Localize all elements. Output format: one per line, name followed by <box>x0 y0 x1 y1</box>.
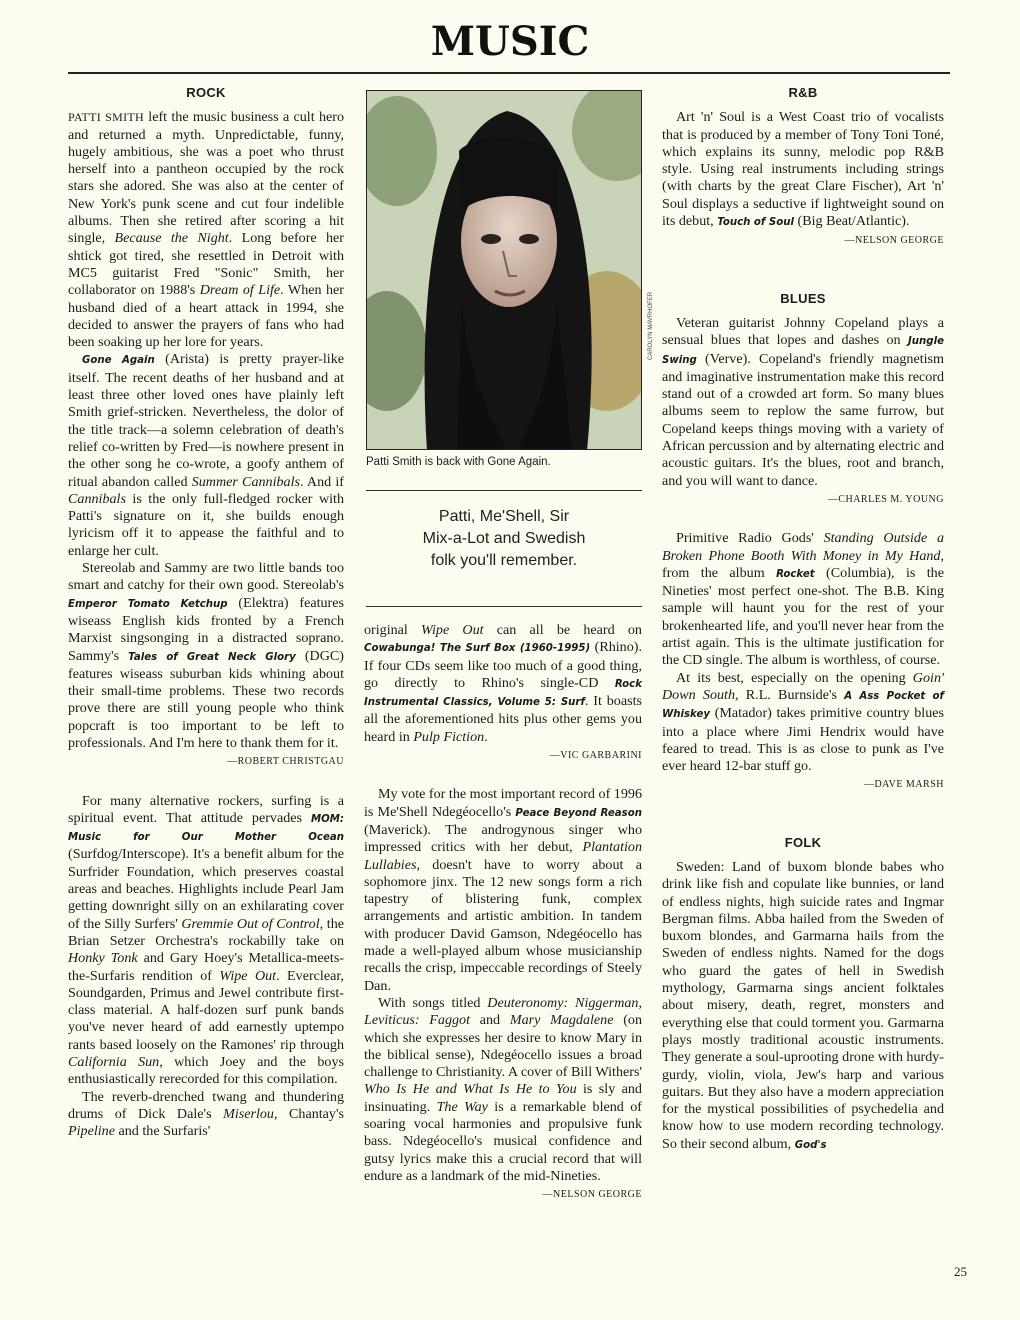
section-heading-blues: BLUES <box>780 290 826 306</box>
album-title: Emperor Tomato Ketchup <box>68 598 228 610</box>
byline: —DAVE MARSH <box>863 779 944 791</box>
blues-paragraph-1: Veteran guitarist Johnny Copeland plays a sensual blues that lopes and dashes on Jungle Swing (Verve). Copeland's friendly magnetism and imaginative instrumentation make this record stand out of a crowded art form. So many blues albums seem to replow the same furrow, but Copeland keeps things moving with a variety of African percussion and by alternating electric and acoustic guitars. It's the blues, root and branch, and you will want to dance. <box>662 314 944 489</box>
album-title: Jungle Swing <box>662 336 944 366</box>
byline: —NELSON GEORGE <box>844 235 944 247</box>
page-title: MUSIC <box>430 18 590 65</box>
rock-paragraph-4: For many alternative rockers, surfing is a spiritual event. That attitude pervades MOM: Music for Our Mother Ocean (Surfdog/Interscope). It's a benefit album for the Surfrider Foundation, which preserves coastal areas and beaches. Highlights include Pearl Jam getting downright silly on an exhilarating cover of the Silly Surfers' Gremmie Out of Control, the Brian Setzer Orchestra's rockabilly take on Honky Tonk and Gary Hoey's Metallica-meets-the-Surfaris rendition of Wipe Out. Everclear, Soundgarden, Primus and Jewel contribute first-class material. A half-dozen surf punk bands you've never heard of add earnestly uptempo rants based loosely on the Ramones' rip through California Sun, which Joey and the boys enthusiastically rerecorded for this compilation. <box>68 792 344 1088</box>
pull-quote: Patti, Me'Shell, Sir Mix-a-Lot and Swedish folk you'll remember. <box>422 508 586 569</box>
header-rule <box>68 72 950 74</box>
rock-paragraph-5: The reverb-drenched twang and thundering drums of Dick Dale's Miserlou, Chantay's Pipeline and the Surfaris' <box>68 1088 345 1140</box>
rock-paragraph-1: PATTI SMITH left the music business a cult hero and returned a myth. Unpredictable, funny, hugely ambitious, she was a poet who thrust herself into a pantheon occupied by the rock stars she adored. She was also at the center of New York's punk scene and cut four indelible albums. Then she retired after scoring a hit single, Because the Night. Long before her shtick got tired, she resettled in Detroit with MC5 guitarist Fred "Sonic" Smith, her collaborator on 1988's Dream of Life. When her husband died of a heart attack in 1994, she decided to answer the prayers of fans who had been soaking up her lore for years. <box>68 109 344 351</box>
section-heading-rock: ROCK <box>186 85 226 100</box>
album-title: God's <box>794 1139 827 1151</box>
rock-paragraph-2: Gone Again (Arista) is pretty prayer-like itself. The recent deaths of her husband and at least three other loved ones have plainly left Smith grief-stricken. Nevertheless, the dolor of the title track—a solemn celebration of death's relief co-written by Fred—is nowhere present in the other song he co-wrote, a goofy anthem of ritual abandon called Summer Cannibals. And if Cannibals is the only full-fledged rocker with Patti's signature on it, she builds enough lyricism off it to appease the faithful and to enlarge her cult. <box>68 351 344 559</box>
photo-credit: CAROLYN MAVRHOFER <box>648 291 654 360</box>
album-title: Touch of Soul <box>717 217 794 229</box>
byline: —ROBERT CHRISTGAU <box>227 756 344 768</box>
pull-quote-rule-bottom <box>366 606 642 607</box>
section-heading-folk: FOLK <box>784 834 822 850</box>
album-title: A Ass Pocket of Whiskey <box>662 690 944 721</box>
rock-paragraph-6: My vote for the most important record of 1996 is Me'Shell Ndegéocello's Peace Beyond Reason (Maverick). The androgynous singer who impressed critics with her debut, Plantation Lullabies, doesn't have to worry about a sophomore jinx. The 12 new songs form a rich tapestry of blistering funk, complex arrangements and artistic ambition. In tandem with producer David Gamson, Ndegéocello has made a well-played album whose musicianship recalls the crisp, impeccable recordings of Steely Dan. <box>364 786 642 994</box>
section-heading-rnb: R&B <box>788 85 818 100</box>
photo-caption: Patti Smith is back with Gone Again. <box>366 456 551 468</box>
blues-paragraph-2: Primitive Radio Gods' Standing Outside a Broken Phone Booth With Money in My Hand, from the album Rocket (Columbia), is the Nineties' most perfect one-shot. The B.B. King sample will haunt you for the rest of your brokenhearted life, and you'll never hear from the artist again. This is the ultimate justification for the CD single. The album is worthless, of course. <box>662 530 944 669</box>
lead-name: PATTI SMITH <box>68 110 144 125</box>
photo-patti-smith <box>366 90 642 450</box>
album-title: MOM: Music for Our Mother Ocean <box>68 813 344 844</box>
portrait-illustration <box>367 91 642 450</box>
rock-paragraph-3: Stereolab and Sammy are two little bands too smart and catchy for their own good. Stereolab's Emperor Tomato Ketchup (Elektra) features wiseass English kids fronted by a French Marxist singsonging in a distracted soprano. Sammy's Tales of Great Neck Glory (DGC) features wiseass suburban kids whining about their small-time problems. These two records prove there are still young people who think popcraft is too important to be left to professionals. And I'm here to thank them for it. <box>68 560 344 751</box>
album-title: Cowabunga! The Surf Box (1960-1995) <box>364 643 591 655</box>
album-title: Peace Beyond Reason <box>515 807 642 819</box>
album-title: Tales of Great Neck Glory <box>128 651 296 663</box>
byline: —CHARLES M. YOUNG <box>827 493 944 505</box>
folk-paragraph-1: Sweden: Land of buxom blonde babes who drink like fish and copulate like bunnies, or land of endless nights, high suicide rates and Ingmar Bergman films. Abba hailed from the Sweden of buxom blondes, and Garmarna hails from the Sweden of endless nights. Named for the dogs who guard the gates of hell in Swedish mythology, Garmarna sings ancient folktales about misery, death, regret, monsters and everything else that could torment you. Garmarna plays mostly traditional acoustic instruments. They generate a soul-uprooting drone with hurdy-gurdy, violin, viola, Jew's harp and various guitars. But they also have a modern appreciation for the mystical possibilities of psychedelia and know how to use modern recording technology. So their second album, God's <box>662 858 944 1152</box>
column-left <box>68 84 344 1141</box>
page-number: 25 <box>954 1264 967 1279</box>
rnb-paragraph-1: Art 'n' Soul is a West Coast trio of vocalists that is produced by a member of Tony Toni Toné, which explains its sunny, melodic pop R&B style. Using real instruments including strings (with charts by the great Clare Fischer), Art 'n' Soul displays a seductive if lightweight sound on its debut, Touch of Soul (Big Beat/Atlantic). <box>662 109 944 230</box>
column-right <box>662 84 944 1154</box>
column-middle <box>364 622 642 1204</box>
album-title: Rock Instrumental Classics, Volume 5: Surf <box>364 678 642 709</box>
byline: —NELSON GEORGE <box>542 1189 642 1201</box>
album-title: Gone Again <box>82 355 155 367</box>
byline: —VIC GARBARINI <box>549 750 642 762</box>
blues-paragraph-3: At its best, especially on the opening Goin' Down South, R.L. Burnside's A Ass Pocket of Whiskey (Matador) takes primitive country blues into a place where Jimi Hendrix would have feared to tread. This is as close to punk as I've ever heard 12-bar stuff go. <box>662 669 944 775</box>
pull-quote-rule-top <box>366 490 642 491</box>
rock-paragraph-5-continued: original Wipe Out can all be heard on Cowabunga! The Surf Box (1960-1995) (Rhino). If four CDs seem like too much of a good thing, go directly to Rhino's single-CD Rock Instrumental Classics, Volume 5: Surf. It boasts all the aforementioned hits plus other gems you heard in Pulp Fiction. <box>364 622 642 745</box>
album-title: Rocket <box>776 568 815 580</box>
rock-paragraph-7: With songs titled Deuteronomy: Niggerman, Leviticus: Faggot and Mary Magdalene (on which she expresses her desire to know Mary in the biblical sense), Ndegéocello issues a broad challenge to Christianity. A cover of Bill Withers' Who Is He and What Is He to You is sly and insinuating. The Way is a remarkable blend of soaring vocal harmonies and propulsive funk bass. Ndegéocello's musical confidence and gutsy lyrics make this a crucial record that will endure as a landmark of the mid-Nineties. <box>364 994 642 1184</box>
